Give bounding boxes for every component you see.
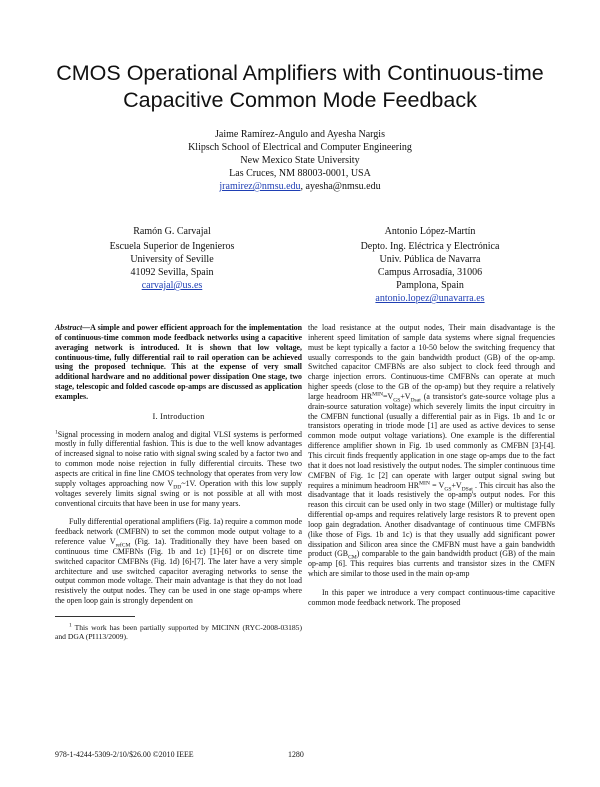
main-author-emails <box>100 180 500 193</box>
right-author-name: Antonio López-Martín <box>384 226 476 237</box>
rp1-c: +V <box>400 391 411 401</box>
left-author-block <box>57 225 287 292</box>
footnote-divider <box>55 616 135 617</box>
right-paragraph-2: In this paper we introduce a very compact continuous-time capacitive common mode feedback network. The proposed <box>308 587 555 607</box>
left-author-address: 41092 Sevilla, Spain <box>130 267 214 278</box>
intro-p1-text-a: Signal processing in modern analog and digital VLSI systems is performed mostly in fully differential fashion. This is due to the well know advantages of increased signal to noise ratio with signal swing scaled by a factor two and to common mode noise rejection in fully differential circuits. These two aspects are critical in fine line CMOS technology that operates from very low supply voltages approaching now V <box>55 429 302 488</box>
rp1-sub1: GS <box>393 397 401 404</box>
intro-paragraph-2 <box>55 517 302 606</box>
right-author-affil-2: Univ. Pública de Navarra <box>379 254 481 265</box>
email-link-lopez[interactable]: antonio.lopez@unavarra.es <box>375 293 485 304</box>
left-author-affil-1: Escuela Superior de Ingenieros <box>109 241 235 252</box>
main-author-address: Las Cruces, NM 88003-0001, USA <box>229 168 371 179</box>
title-line-1: CMOS Operational Amplifiers with Continuous-time <box>56 61 544 85</box>
intro-p2-text-a: Fully differential operational amplifiers (Fig. 1a) require a common mode feedback network (CMFBN) to set the common mode output voltage to a reference value V <box>55 517 302 547</box>
main-author-names: Jaime Ramírez-Angulo and Ayesha Nargis <box>215 129 385 140</box>
left-author-name: Ramón G. Carvajal <box>133 226 211 237</box>
intro-p1-text-b: ~1V. Operation with this low supply voltages severely limits signal swing or is not possible at all with most conventional circuits that have been in use for many years. <box>55 478 303 508</box>
abstract <box>55 323 302 402</box>
paper-title <box>30 60 570 114</box>
right-author-affil-1: Depto. Ing. Eléctrica y Electrónica <box>360 241 500 252</box>
rp1-b: =V <box>383 391 394 401</box>
footer-isbn: 978-1-4244-5309-2/10/$26.00 ©2010 IEEE <box>55 750 194 759</box>
rp1-sub5: CM <box>348 554 357 561</box>
title-line-2: Capacitive Common Mode Feedback <box>123 88 477 112</box>
rp1-h: ) comparable to the gain bandwidth product (GB) of the main op-amp [6]. This requires bias currents and transistor sizes in the CMFN which are similar to those used in the main op-amp <box>308 549 555 579</box>
rp1-g: . This circuit has also the disadvantage that it loads resistively the op-amp's output nodes. For this reason this circuit can be used only in two stage (Miller) or multistage fully differential op-amps and requires relatively large resistors R to prevent open loop gain degradation. Another disadvantage of continuous time CMFBNs (like those of Figs. 1b and 1c) is that they usually add significant power dissipation and Silicon area since the CMFBN must have a gain bandwidth product (GB <box>308 480 556 559</box>
footnote <box>55 623 302 642</box>
right-author-block <box>315 225 545 305</box>
main-author-affil-1: Klipsch School of Electrical and Computer Engineering <box>188 142 412 153</box>
email-link-carvajal[interactable]: carvajal@us.es <box>141 280 203 291</box>
rp1-sup: MIN <box>372 391 384 398</box>
intro-p1-sub: DD <box>173 484 182 491</box>
abstract-text: —A simple and power efficient approach for the implementation of continuous-time common mode feedback networks using a capacitive averaging network is introduced. It is shown that low voltage, continuous-time, fully differential rail to rail operation can be achieved using the proposed technique. This at the expense of very small additional hardware and no additional power dissipation One stage, two stage, telescopic and folded cascode op-amps are discussed as application examples. <box>55 323 302 401</box>
rp1-e: = V <box>429 480 445 490</box>
main-author-affil-2: New Mexico State University <box>240 155 360 166</box>
right-paragraph-1 <box>308 323 555 579</box>
footer-page-number: 1280 <box>288 750 304 759</box>
right-column <box>308 323 555 608</box>
section-heading-introduction: I. Introduction <box>152 410 205 421</box>
rp1-sup2: MIN <box>418 479 430 486</box>
rp1-sub2: Dsat <box>410 397 421 404</box>
intro-p2-sub: refCM <box>115 542 131 549</box>
footnote-mark: 1 <box>69 622 72 629</box>
intro-p2-text-b: (Fig. 1a). Traditionally they have been based on continuous time CMFBNs (Fig. 1b and 1c) [1]-[6] or on discrete time switched capacitor CMFBNs (Fig. 1d) [6]-[7]. The later have a very simple architecture and use switched capacitor averaging networks to sense the output common mode voltage. Their main advantage is that they do not load resistively the output nodes. They can be used in one stage op-amps where the open loop gain is strongly dependent on <box>55 537 302 606</box>
intro-paragraph-1 <box>55 430 302 509</box>
abstract-label: Abstract <box>55 323 83 332</box>
rp1-d: (a transistor's gate-source voltage plus a drain-source saturation voltage) which severely limits the input circuitry in the CMFBN functional (usually a differential pair as in Figs. 1b and 1c or transistors operating in triode mode [1] are used as active devices to sense common mode output voltage variations). One example is the differential difference amplifier shown in Fig. 1b used commonly as CMFBN [3]-[4]. This circuit finds frequently application in one stage op-amps due to the fact that it does not load resistively the output nodes. The simpler continuous time CMFBN of Fig. 1c [2] can operate with larger output signal swing but requires a minimum headroom HR <box>308 391 555 490</box>
email-ayesha: , ayesha@nmsu.edu <box>300 181 381 192</box>
rp1-sub3: GS <box>444 486 452 493</box>
left-column <box>55 323 302 642</box>
rp1-sub4: DSat <box>461 486 473 493</box>
intro-footnote-mark: 1 <box>55 428 58 435</box>
right-author-address: Pamplona, Spain <box>396 280 464 291</box>
left-author-affil-2: University of Seville <box>130 254 214 265</box>
footnote-text: This work has been partially supported by MICINN (RYC-2008-03185) and DGA (PI113/2009). <box>55 622 302 642</box>
rp1-f: +V <box>451 480 462 490</box>
main-authors-block <box>100 128 500 193</box>
email-link-jramirez[interactable]: jramirez@nmsu.edu <box>219 181 301 192</box>
right-author-affil-3: Campus Arrosadía, 31006 <box>377 267 483 278</box>
rp1-a: the load resistance at the output nodes, Their main disadvantage is the inherent speed limitation of sample data systems where signal frequencies must be kept typically a factor a 10-50 below the switching frequency that usually corresponds to the gain bandwidth product (GB) of the op-amp. Switched capacitor CMFBNs are also subject to clock feed through and charge injection errors. Continuous-time CMFBNs can operate at much higher speeds (close to the GB of the op-amp) but they require a relatively large headroom HR <box>308 323 555 401</box>
